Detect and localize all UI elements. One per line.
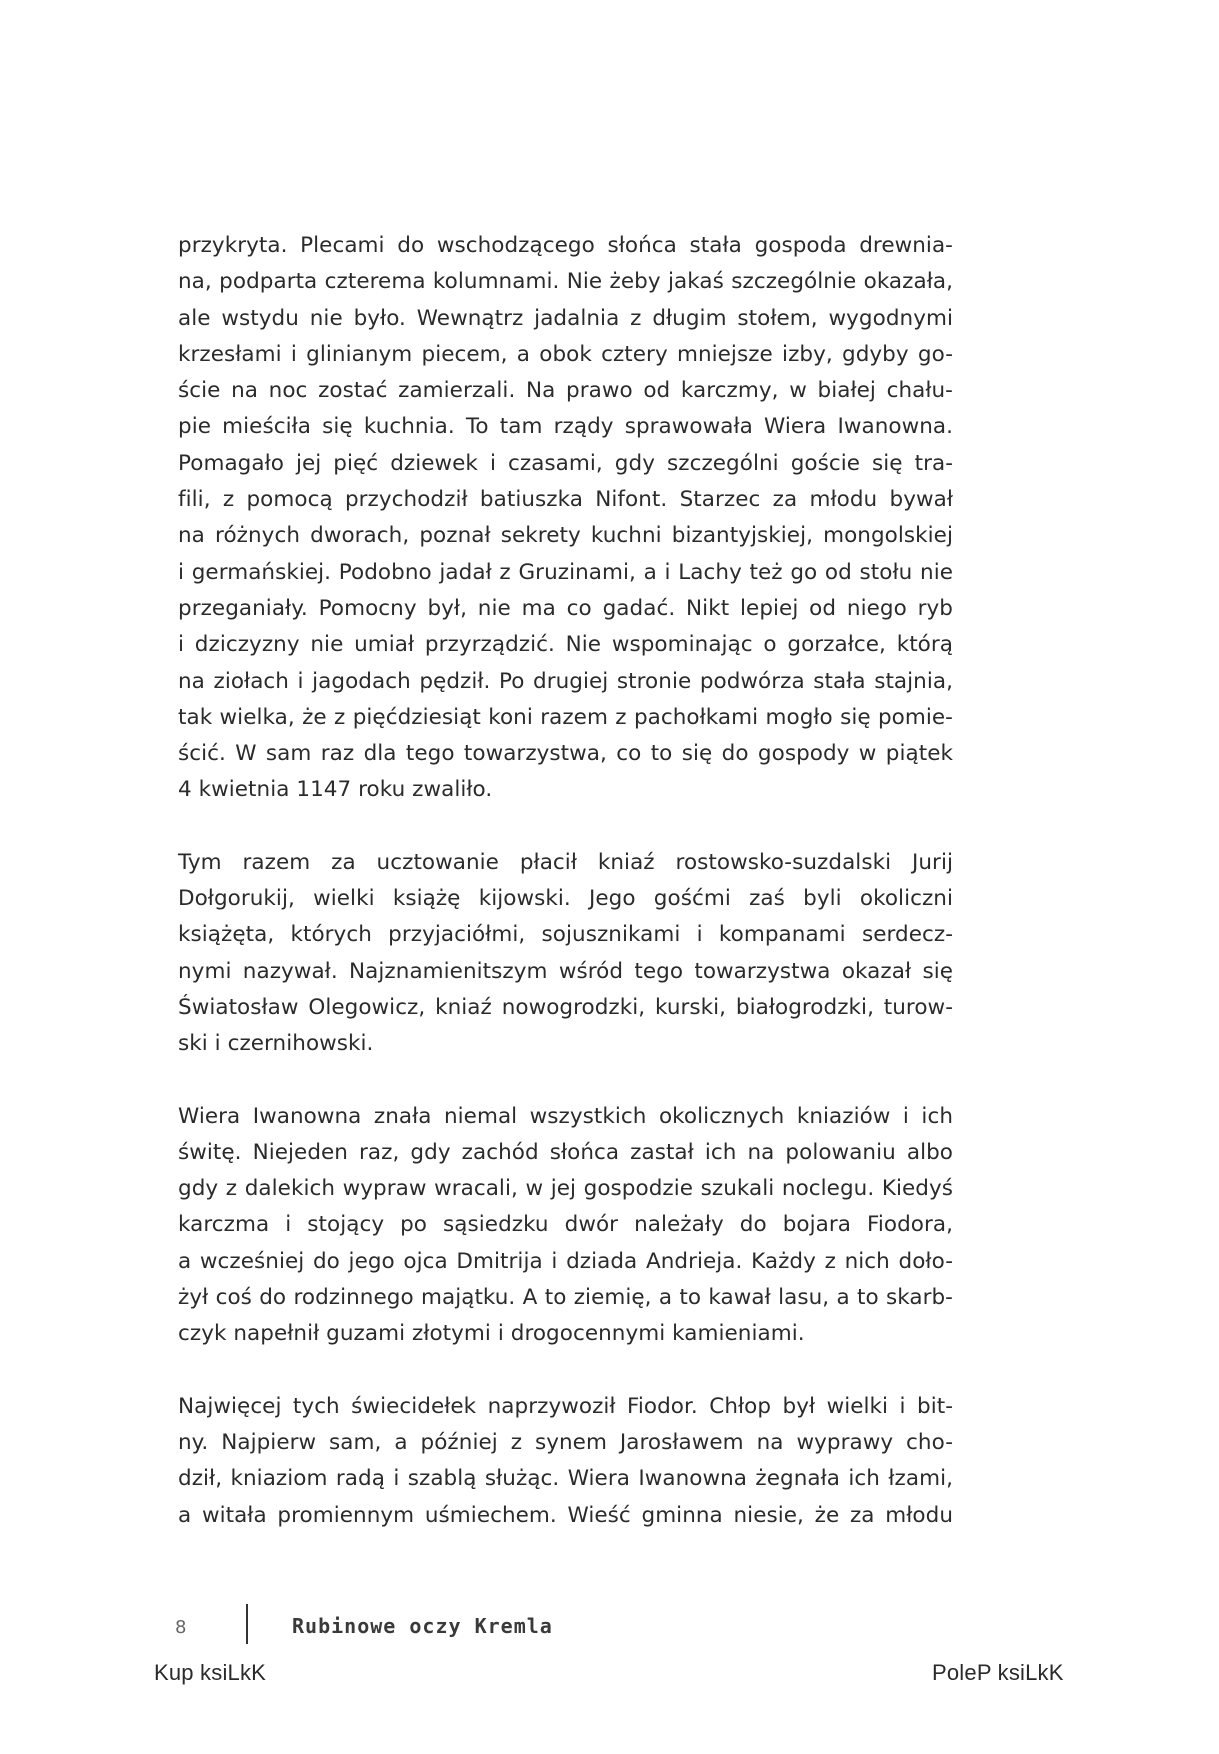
text-line: ny. Najpierw sam, a później z synem Jarosławem na wyprawy cho- bbox=[178, 1429, 953, 1455]
paragraph-gap bbox=[178, 1063, 953, 1099]
paragraph-gap bbox=[178, 809, 953, 845]
text-line: i germańskiej. Podobno jadał z Gruzinami, a i Lachy też go od stołu nie bbox=[178, 559, 953, 585]
text-line: i dziczyzny nie umiał przyrządzić. Nie wspominając o gorzałce, którą bbox=[178, 632, 953, 658]
text-line: ścić. W sam raz dla tego towarzystwa, co to się do gospody w piątek bbox=[178, 741, 953, 767]
text-line: gdy z dalekich wypraw wracali, w jej gospodzie szukali noclegu. Kiedyś bbox=[178, 1176, 953, 1202]
text-line: Wiera Iwanowna znała niemal wszystkich okolicznych kniaziów i ich bbox=[178, 1103, 953, 1129]
text-line: żył coś do rodzinnego majątku. A to ziemię, a to kawał lasu, a to skarb- bbox=[178, 1285, 953, 1311]
paragraph bbox=[178, 1099, 953, 1353]
text-line: czyk napełnił guzami złotymi i drogocennymi kamieniami. bbox=[178, 1321, 805, 1347]
body-text bbox=[178, 228, 953, 1534]
text-line: Najwięcej tych świecidełek naprzywoził Fiodor. Chłop był wielki i bit- bbox=[178, 1393, 953, 1419]
text-line: a witała promiennym uśmiechem. Wieść gminna niesie, że za młodu bbox=[178, 1502, 953, 1528]
watermark-recommend-book: PoleP ksiLkK bbox=[932, 1660, 1064, 1685]
text-line: ście na noc zostać zamierzali. Na prawo od karczmy, w białej chału- bbox=[178, 378, 953, 404]
text-line: karczma i stojący po sąsiedzku dwór należały do bojara Fiodora, bbox=[178, 1212, 953, 1238]
paragraph bbox=[178, 1389, 953, 1534]
text-line: świtę. Niejeden raz, gdy zachód słońca zastał ich na polowaniu albo bbox=[178, 1139, 953, 1165]
watermark-buy-book: Kup ksiLkK bbox=[154, 1660, 267, 1685]
text-line: ale wstydu nie było. Wewnątrz jadalnia z długim stołem, wygodnymi bbox=[178, 305, 953, 331]
paragraph bbox=[178, 845, 953, 1063]
text-line: fili, z pomocą przychodził batiuszka Nifont. Starzec za młodu bywał bbox=[178, 487, 953, 513]
running-title: Rubinowe oczy Kremla bbox=[292, 1614, 553, 1638]
text-line: krzesłami i glinianym piecem, a obok cztery mniejsze izby, gdyby go- bbox=[178, 341, 953, 367]
text-line: na różnych dworach, poznał sekrety kuchni bizantyjskiej, mongolskiej bbox=[178, 523, 953, 549]
paragraph bbox=[178, 228, 953, 809]
text-line: Tym razem za ucztowanie płacił kniaź rostowsko-suzdalski Jurij bbox=[178, 849, 953, 875]
text-line: na ziołach i jagodach pędził. Po drugiej stronie podwórza stała stajnia, bbox=[178, 668, 953, 694]
text-line: pie mieściła się kuchnia. To tam rządy sprawowała Wiera Iwanowna. bbox=[178, 414, 953, 440]
footer-divider bbox=[246, 1604, 248, 1644]
text-line: tak wielka, że z pięćdziesiąt koni razem z pachołkami mogło się pomie- bbox=[178, 704, 953, 730]
text-line: ski i czernihowski. bbox=[178, 1031, 374, 1057]
text-line: książęta, których przyjaciółmi, sojusznikami i kompanami serdecz- bbox=[178, 922, 953, 948]
text-line: 4 kwietnia 1147 roku zwaliło. bbox=[178, 777, 493, 803]
page-number: 8 bbox=[175, 1617, 187, 1638]
text-line: Pomagało jej pięć dziewek i czasami, gdy szczególni goście się tra- bbox=[178, 450, 953, 476]
text-line: przeganiały. Pomocny był, nie ma co gadać. Nikt lepiej od niego ryb bbox=[178, 595, 953, 621]
text-line: dził, kniaziom radą i szablą służąc. Wiera Iwanowna żegnała ich łzami, bbox=[178, 1466, 953, 1492]
paragraph-gap bbox=[178, 1353, 953, 1389]
text-line: przykryta. Plecami do wschodzącego słońca stała gospoda drewnia- bbox=[178, 233, 953, 258]
text-line: a wcześniej do jego ojca Dmitrija i dziada Andrieja. Każdy z nich doło- bbox=[178, 1248, 953, 1274]
text-line: Światosław Olegowicz, kniaź nowogrodzki, kurski, białogrodzki, turow- bbox=[178, 994, 953, 1020]
text-line: na, podparta czterema kolumnami. Nie żeby jakaś szczególnie okazała, bbox=[178, 269, 953, 295]
text-line: nymi nazywał. Najznamienitszym wśród tego towarzystwa okazał się bbox=[178, 958, 953, 984]
text-line: Dołgorukij, wielki książę kijowski. Jego gośćmi zaś byli okoliczni bbox=[178, 886, 953, 912]
